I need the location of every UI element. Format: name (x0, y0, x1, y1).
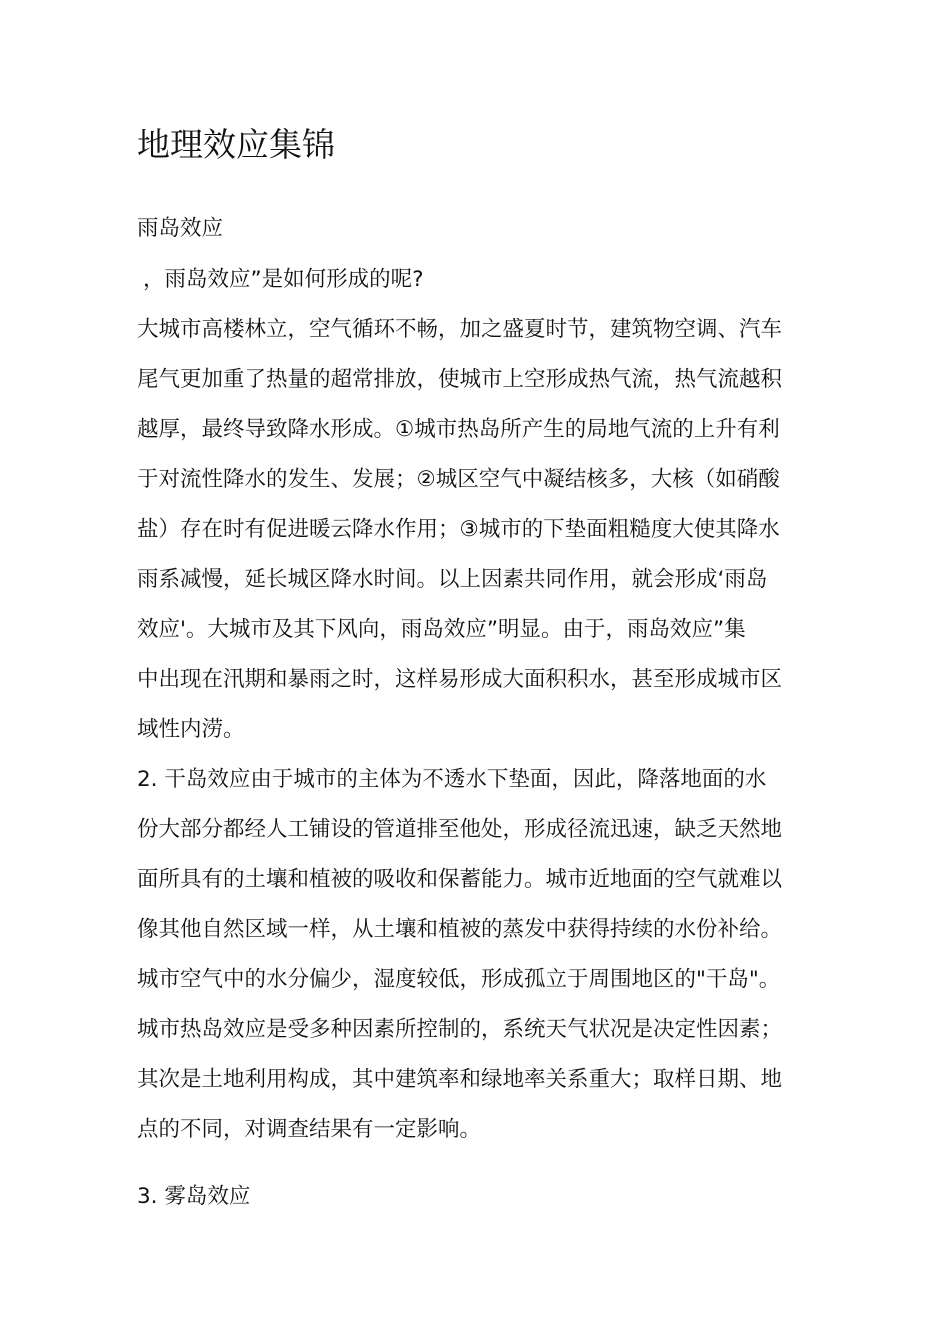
paragraph-line: 城市空气中的水分偏少，湿度较低，形成孤立于周围地区的"干岛"。 (137, 967, 781, 992)
paragraph-line: 越厚，最终导致降水形成。①城市热岛所产生的局地气流的上升有利 (137, 417, 780, 442)
paragraph-line: 城市热岛效应是受多种因素所控制的，系统天气状况是决定性因素； (137, 1017, 783, 1042)
paragraph-line: 点的不同，对调查结果有一定影响。 (137, 1117, 482, 1142)
paragraph-line: 份大部分都经人工铺设的管道排至他处，形成径流迅速，缺乏天然地 (137, 817, 783, 842)
paragraph-line: 效应'。大城市及其下风向，雨岛效应”明显。由于，雨岛效应”集 (137, 617, 746, 642)
paragraph-line: 像其他自然区域一样，从土壤和植被的蒸发中获得持续的水份补给。 (137, 917, 783, 942)
paragraph-line: 尾气更加重了热量的超常排放，使城市上空形成热气流，热气流越积 (137, 367, 783, 392)
paragraph-line: 2. 干岛效应由于城市的主体为不透水下垫面，因此，降落地面的水 (137, 767, 767, 792)
paragraph-line: 盐）存在时有促进暖云降水作用；③城市的下垫面粗糙度大使其降水 (137, 517, 780, 542)
section-question: ，雨岛效应”是如何形成的呢? (143, 267, 424, 292)
paragraph-line: 大城市高楼林立，空气循环不畅，加之盛夏时节，建筑物空调、汽车 (137, 317, 783, 342)
paragraph-line: 域性内涝。 (137, 717, 245, 742)
paragraph-line: 于对流性降水的发生、发展；②城区空气中凝结核多，大核（如硝酸 (137, 467, 780, 492)
section-heading-rain-island: 雨岛效应 (137, 216, 224, 241)
paragraph-line: 雨系减慢，延长城区降水时间。以上因素共同作用，就会形成‘雨岛 (137, 567, 768, 592)
paragraph-line: 其次是土地利用构成，其中建筑率和绿地率关系重大；取样日期、地 (137, 1067, 783, 1092)
paragraph-line: 面所具有的土壤和植被的吸收和保蓄能力。城市近地面的空气就难以 (137, 867, 783, 892)
section-heading-fog-island: 3. 雾岛效应 (137, 1184, 251, 1209)
document-title: 地理效应集锦 (137, 125, 335, 164)
paragraph-line: 中出现在汛期和暴雨之时，这样易形成大面积积水，甚至形成城市区 (137, 667, 783, 692)
